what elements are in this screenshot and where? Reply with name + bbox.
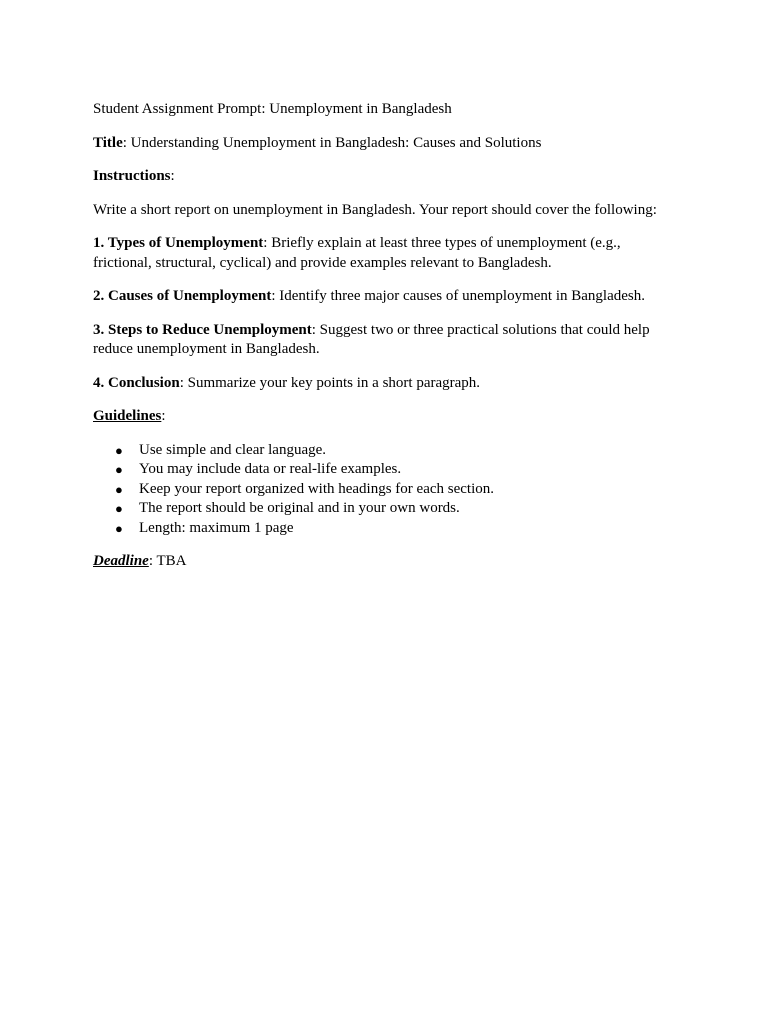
section-types xyxy=(93,234,683,273)
title-line xyxy=(93,134,683,154)
heading-text: Student Assignment Prompt: Unemployment in Bangladesh xyxy=(93,101,452,117)
instructions-label: Instructions xyxy=(93,168,171,184)
section-text: : Briefly explain at least three types of unemployment (e.g., frictional, structural, cyclical) and provide examples relevant to Bangladesh. xyxy=(93,235,621,271)
bullet-icon: ● xyxy=(115,501,123,516)
section-label: 2. Causes of Unemployment xyxy=(93,288,272,304)
guidelines-list xyxy=(93,441,683,539)
list-item xyxy=(93,460,683,480)
guidelines-colon: : xyxy=(161,408,166,424)
instructions-line xyxy=(93,167,683,187)
title-label: Title xyxy=(93,134,123,151)
list-item xyxy=(93,519,683,539)
instructions-colon: : xyxy=(170,168,175,184)
document-heading xyxy=(93,100,683,120)
title-text: : Understanding Unemployment in Bangladesh: Causes and Solutions xyxy=(122,134,542,151)
section-text: : Summarize your key points in a short paragraph. xyxy=(179,374,481,391)
deadline-text: : TBA xyxy=(148,553,187,569)
section-causes xyxy=(93,287,683,307)
bullet-icon: ● xyxy=(115,462,123,477)
section-label: 1. Types of Unemployment xyxy=(93,235,264,251)
guidelines-label: Guidelines xyxy=(93,408,162,424)
list-item-text: You may include data or real-life examples. xyxy=(139,461,402,477)
section-conclusion xyxy=(93,374,683,394)
list-item xyxy=(93,499,683,519)
deadline-label: Deadline xyxy=(93,553,149,569)
bullet-icon: ● xyxy=(115,481,123,497)
list-item-text: Use simple and clear language. xyxy=(139,441,327,458)
section-text: : Suggest two or three practical solutions that could help reduce unemployment in Bangladesh. xyxy=(93,321,650,357)
section-label: 4. Conclusion xyxy=(93,374,180,391)
section-text: : Identify three major causes of unemployment in Bangladesh. xyxy=(271,288,645,304)
bullet-icon: ● xyxy=(115,442,123,458)
list-item-text: Keep your report organized with headings for each section. xyxy=(139,480,495,497)
guidelines-line xyxy=(93,407,683,427)
list-item-text: The report should be original and in your own words. xyxy=(139,500,460,516)
deadline-line xyxy=(93,552,683,572)
section-steps xyxy=(93,321,683,360)
list-item xyxy=(93,441,683,461)
document-page xyxy=(93,100,683,586)
section-label: 3. Steps to Reduce Unemployment xyxy=(93,321,312,338)
bullet-icon: ● xyxy=(115,520,123,536)
intro-text: Write a short report on unemployment in Bangladesh. Your report should cover the following: xyxy=(93,201,657,218)
list-item xyxy=(93,480,683,500)
intro-paragraph xyxy=(93,201,683,221)
list-item-text: Length: maximum 1 page xyxy=(139,519,294,536)
